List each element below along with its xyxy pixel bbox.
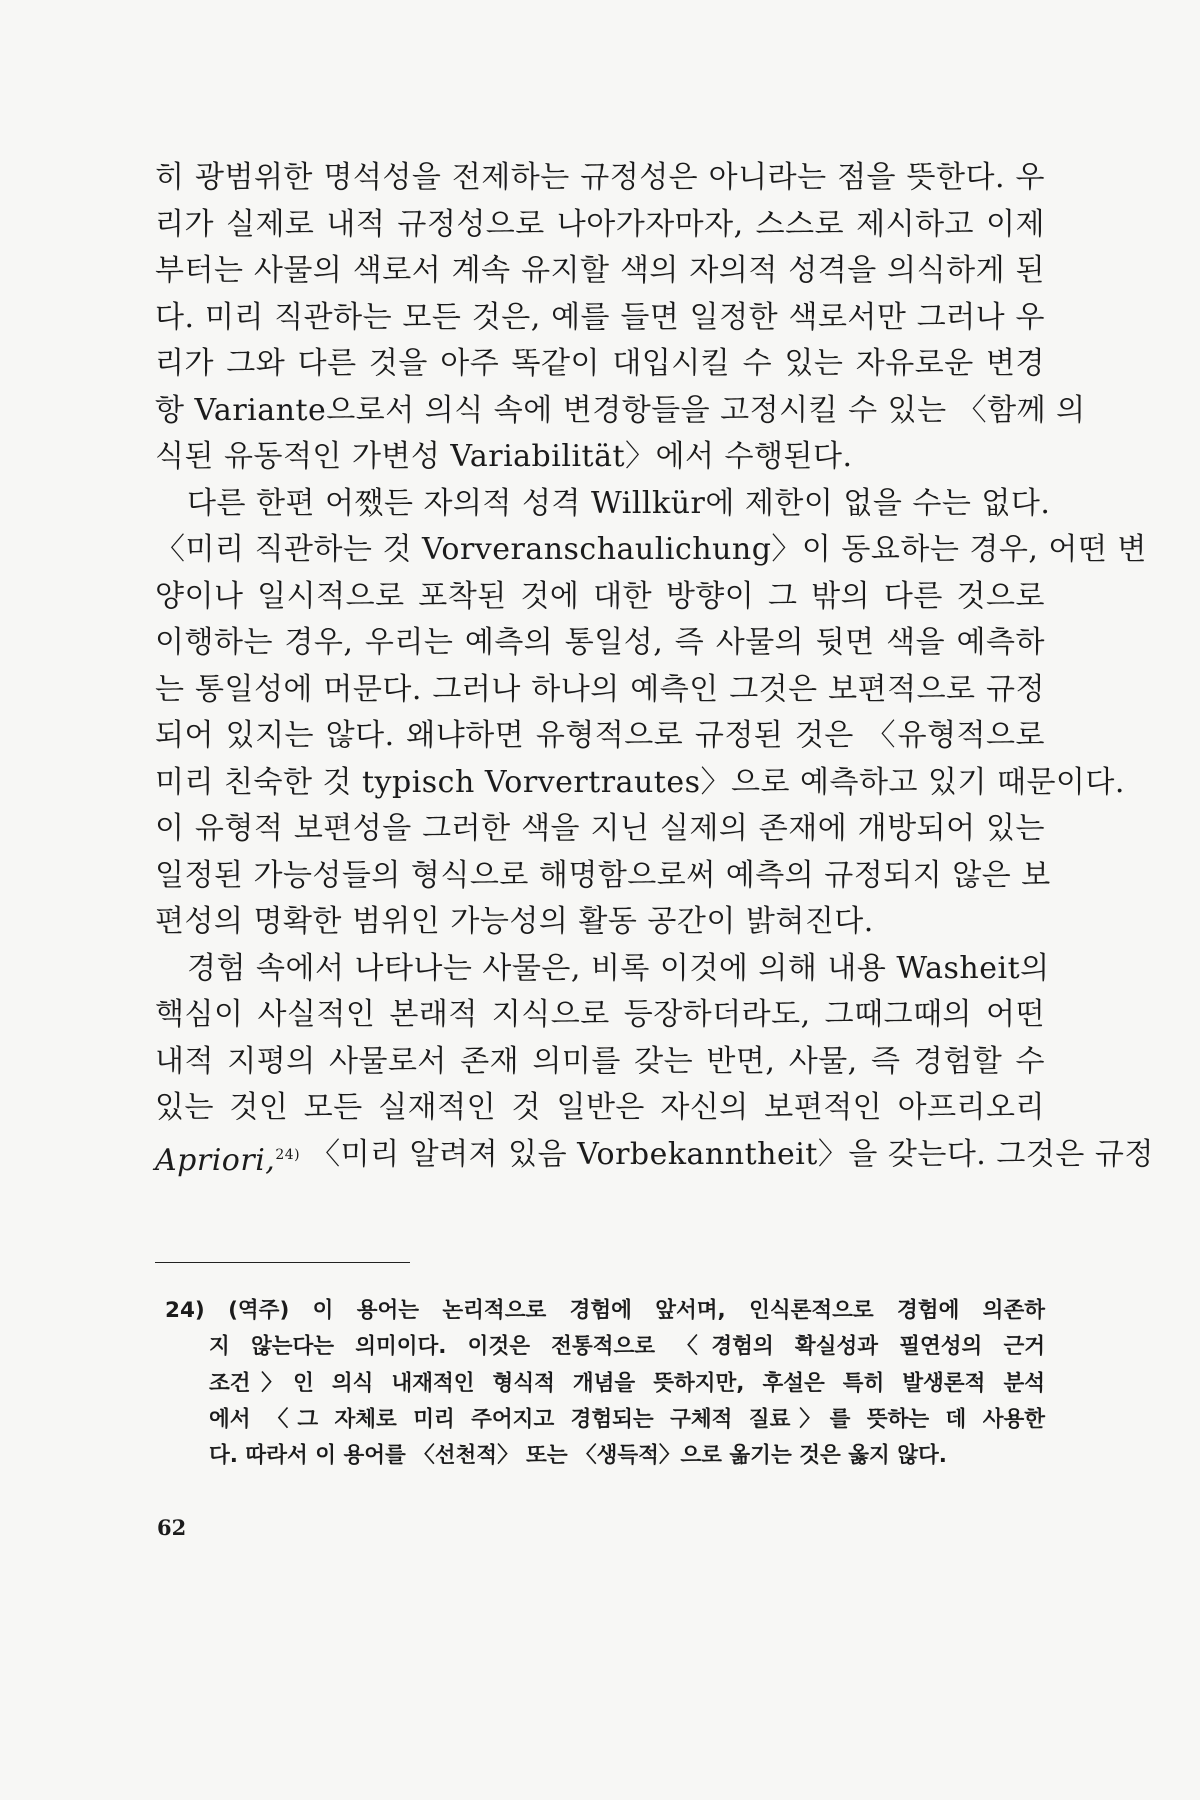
text-line: 다른 한편 어쨌든 자의적 성격 Willkür에 제한이 없을 수는 없다. bbox=[187, 485, 1051, 521]
text-line: 양이나 일시적으로 포착된 것에 대한 방향이 그 밖의 다른 것으로 bbox=[155, 578, 1045, 614]
main-text bbox=[155, 155, 1154, 1178]
text-line: 이 유형적 보편성을 그러한 색을 지닌 실제의 존재에 개방되어 있는 bbox=[155, 811, 1045, 846]
footnote-line: 조건〉인 의식 내재적인 형식적 개념을 뜻하지만, 후설은 특히 발생론적 분석 bbox=[209, 1370, 1045, 1396]
text-line: 미리 친숙한 것 typisch Vorvertrautes〉으로 예측하고 있기 때문이다. bbox=[155, 764, 1125, 800]
text-line: 편성의 명확한 범위인 가능성의 활동 공간이 밝혀진다. bbox=[155, 904, 874, 939]
text-line: 경험 속에서 나타나는 사물은, 비록 이것에 의해 내용 Washeit의 bbox=[187, 950, 1050, 986]
text-line: 내적 지평의 사물로서 존재 의미를 갖는 반면, 사물, 즉 경험할 수 bbox=[155, 1043, 1045, 1079]
text-line: 히 광범위한 명석성을 전제하는 규정성은 아니라는 점을 뜻한다. 우 bbox=[155, 160, 1045, 195]
text-line: 항 Variante으로서 의식 속에 변경항들을 고정시킬 수 있는 〈함께 의 bbox=[155, 392, 1086, 428]
text-line: 이행하는 경우, 우리는 예측의 통일성, 즉 사물의 뒷면 색을 예측하 bbox=[155, 625, 1045, 660]
text-line: 있는 것인 모든 실재적인 것 일반은 자신의 보편적인 아프리오리 bbox=[155, 1090, 1045, 1125]
text-line: 일정된 가능성들의 형식으로 해명함으로써 예측의 규정되지 않은 보 bbox=[155, 857, 1051, 893]
text-line: 부터는 사물의 색로서 계속 유지할 색의 자의적 성격을 의식하게 된 bbox=[155, 253, 1045, 288]
text-line: 핵심이 사실적인 본래적 지식으로 등장하더라도, 그때그때의 어떤 bbox=[155, 997, 1045, 1032]
text-line: 되어 있지는 않다. 왜냐하면 유형적으로 규정된 것은 〈유형적으로 bbox=[155, 718, 1045, 753]
footnotes bbox=[165, 1293, 1045, 1474]
text-line-apriori bbox=[155, 1132, 1154, 1179]
text-line: 다. 미리 직관하는 모든 것은, 예를 들면 일정한 색로서만 그러나 우 bbox=[155, 299, 1045, 335]
text-line-rest: 〈미리 알려져 있음 Vorbekanntheit〉을 갖는다. 그것은 규정 bbox=[310, 1136, 1154, 1172]
text-line: 리가 실제로 내적 규정성으로 나아가자마자, 스스로 제시하고 이제 bbox=[155, 206, 1045, 242]
apriori-term: Apriori,$^{24)}$ bbox=[155, 1142, 301, 1178]
text-line: 리가 그와 다른 것을 아주 똑같이 대입시킬 수 있는 자유로운 변경 bbox=[155, 346, 1045, 381]
footnote-line: 에서 〈그 자체로 미리 주어지고 경험되는 구체적 질료〉를 뜻하는 데 사용한 bbox=[209, 1406, 1045, 1432]
text-line: 식된 유동적인 가변성 Variabilität〉에서 수행된다. bbox=[155, 439, 853, 474]
footnote-divider bbox=[155, 1262, 410, 1263]
page-number: 62 bbox=[157, 1515, 187, 1540]
footnote-line: 지 않는다는 의미이다. 이것은 전통적으로 〈경험의 확실성과 필연성의 근거 bbox=[209, 1334, 1045, 1360]
text-line: 는 통일성에 머문다. 그러나 하나의 예측인 그것은 보편적으로 규정 bbox=[155, 671, 1045, 707]
text-line: 〈미리 직관하는 것 Vorveranschaulichung〉이 동요하는 경우, 어떤 변 bbox=[155, 532, 1147, 567]
footnote-line: 24) (역주) 이 용어는 논리적으로 경험에 앞서며, 인식론적으로 경험에 의존하 bbox=[165, 1298, 1045, 1323]
footnote-ref: 24) bbox=[275, 1146, 301, 1163]
footnote-line: 다. 따라서 이 용어를 〈선천적〉 또는 〈생득적〉으로 옮기는 것은 옳지 않다. bbox=[209, 1443, 947, 1469]
